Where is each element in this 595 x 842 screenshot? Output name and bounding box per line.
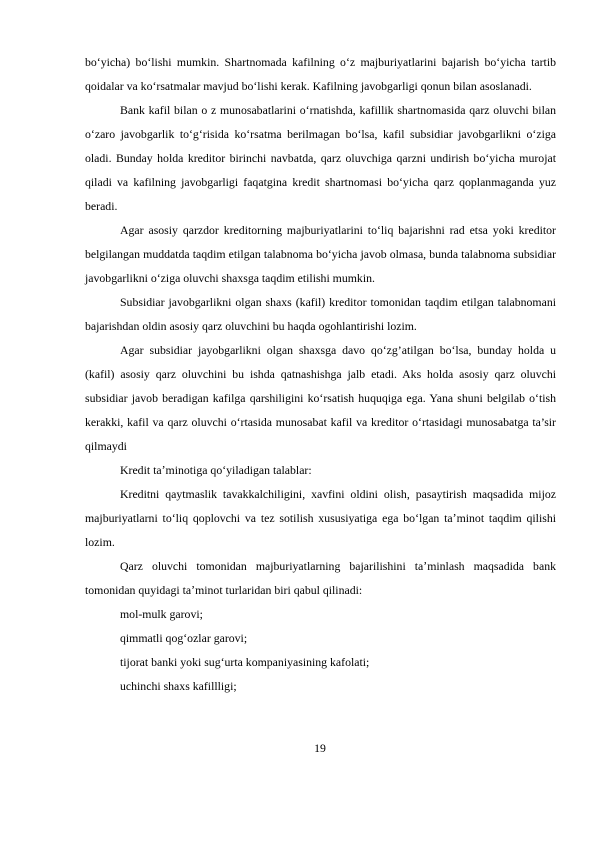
paragraph-5: Agar subsidiar jayobgarlikni olgan shaxsga davo qo‘zg’atilgan bo‘lsa, bunday holda u (kafil) asosiy qarz oluvchini bu ishda qatnashishga jalb etadi. Aks holda asosiy qarz oluvchi subsidiar javob beradigan kafilga qarshiligini ko‘rsatish huquqiga ega. Yana shuni belgilab o‘tish kerakki, kafil va qarz oluvchi o‘rtasida munosabat kafil va kreditor o‘rtasidagi munosabatga ta’sir qilmaydi xyxy=(85,343,556,453)
paragraph-4: Subsidiar javobgarlikni olgan shaxs (kafil) kreditor tomonidan taqdim etilgan talabnomani bajarishdan oldin asosiy qarz oluvchini bu haqda ogohlantirishi lozim. xyxy=(85,295,556,333)
paragraph-2: Bank kafil bilan o z munosabatlarini o‘rnatishda, kafillik shartnomasida qarz oluvchi bilan o‘zaro javobgarlik to‘g‘risida ko‘rsatma berilmagan bo‘lsa, kafil subsidiar javobgarlikni o‘ziga oladi. Bunday holda kreditor birinchi navbatda, qarz oluvchiga qarzni undirish bo‘yicha murojat qiladi va kafilning javobgarligi faqatgina kredit shartnomasi bo‘yicha qarz qoplanmaganda yuz beradi. xyxy=(85,103,556,213)
document-body xyxy=(85,50,556,698)
list-item: mol-mulk garovi; xyxy=(120,607,203,621)
paragraph-6: Kredit taʼminotiga qoʻyiladigan talablar: xyxy=(120,463,312,477)
paragraph-1: bo‘yicha) bo‘lishi mumkin. Shartnomada kafilning o‘z majburiyatlarini bajarish bo‘yicha tartib qoidalar va ko‘rsatmalar mavjud bo‘lishi kerak. Kafilning javobgarligi qonun bilan asoslanadi. xyxy=(85,55,556,93)
list-item: uchinchi shaxs kafillligi; xyxy=(120,679,237,693)
paragraph-3: Agar asosiy qarzdor kreditorning majburiyatlarini to‘liq bajarishni rad etsa yoki kreditor belgilangan muddatda taqdim etilgan talabnoma bo‘yicha javob olmasa, bunda talabnoma subsidiar javobgarlikni o‘ziga oluvchi shaxsga taqdim etilishi mumkin. xyxy=(85,223,556,285)
list-item: qimmatli qogʻozlar garovi; xyxy=(120,631,248,645)
paragraph-8: Qarz oluvchi tomonidan majburiyatlarning bajarilishini taʼminlash maqsadida bank tomonidan quyidagi taʼminot turlaridan biri qabul qilinadi: xyxy=(85,559,556,597)
list-item: tijorat banki yoki sugʻurta kompaniyasining kafolati; xyxy=(120,655,370,669)
page-number: 19 xyxy=(314,741,326,755)
paragraph-7: Kreditni qaytmaslik tavakkalchiligini, xavfini oldini olish, pasaytirish maqsadida mijoz majburiyatlarni toʻliq qoplovchi va tez sotilish xususiyatiga ega boʻlgan taʼminot taqdim qilishi lozim. xyxy=(85,487,556,549)
